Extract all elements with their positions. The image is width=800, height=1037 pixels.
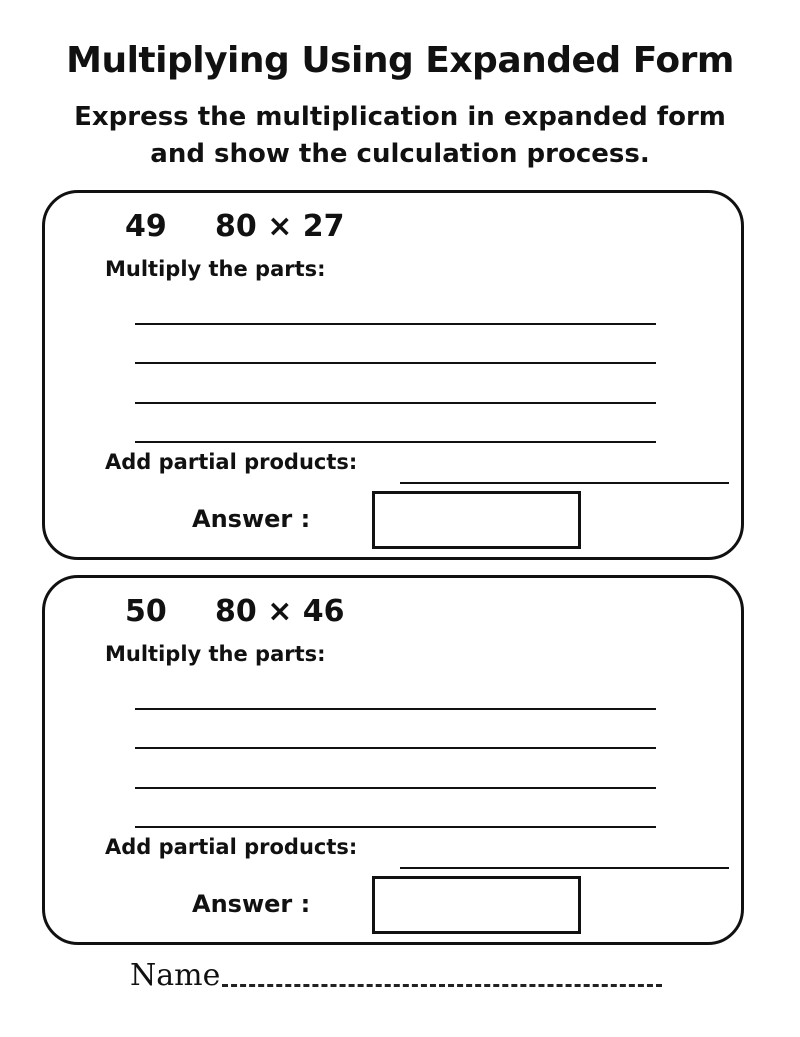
name-label: Name	[130, 958, 221, 993]
problem-number: 49	[125, 209, 167, 244]
work-line[interactable]	[135, 441, 656, 443]
work-line[interactable]	[135, 708, 656, 710]
work-line[interactable]	[135, 362, 656, 364]
problem-card-1	[42, 190, 744, 560]
multiply-label: Multiply the parts:	[105, 642, 326, 666]
answer-label: Answer :	[192, 505, 311, 533]
partial-products-line[interactable]	[400, 482, 729, 484]
work-line[interactable]	[135, 402, 656, 404]
instruction-line-2: and show the culculation process.	[150, 139, 650, 169]
answer-box[interactable]	[372, 491, 581, 549]
add-partial-products-label: Add partial products:	[105, 450, 358, 474]
worksheet-title: Multiplying Using Expanded Form	[66, 40, 734, 81]
work-line[interactable]	[135, 747, 656, 749]
instruction-line-1: Express the multiplication in expanded form	[74, 102, 726, 132]
answer-box[interactable]	[372, 876, 581, 934]
problem-expression: 80 × 27	[215, 209, 345, 244]
problem-card-2	[42, 575, 744, 945]
work-line[interactable]	[135, 826, 656, 828]
problem-expression: 80 × 46	[215, 594, 345, 629]
work-line[interactable]	[135, 787, 656, 789]
multiply-label: Multiply the parts:	[105, 257, 326, 281]
partial-products-line[interactable]	[400, 867, 729, 869]
add-partial-products-label: Add partial products:	[105, 835, 358, 859]
answer-label: Answer :	[192, 890, 311, 918]
problem-number: 50	[125, 594, 167, 629]
name-line[interactable]	[222, 984, 662, 987]
name-field	[130, 958, 662, 993]
work-line[interactable]	[135, 323, 656, 325]
